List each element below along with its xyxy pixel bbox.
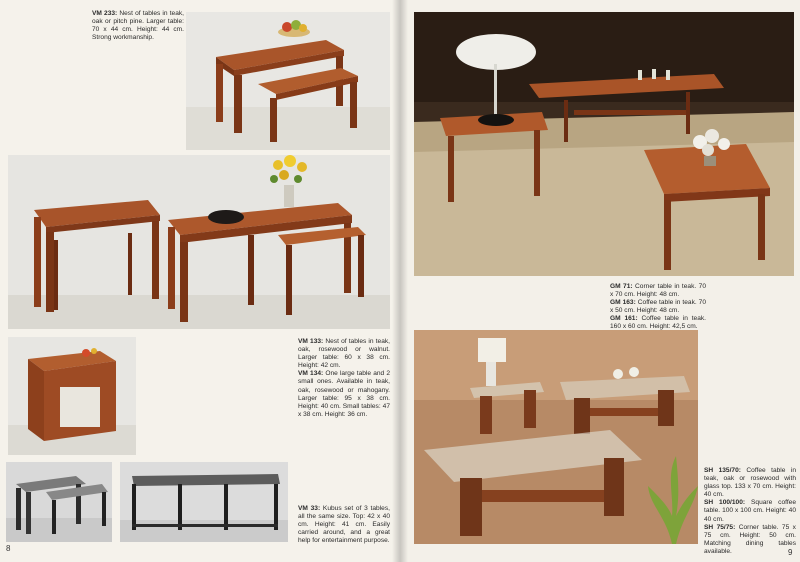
caption-text: Square coffee table. 100 x 100 cm. Height: 40 40 cm. (704, 499, 796, 523)
caption-text: Coffee table in teak. 160 x 60 cm. Height: 42,5 cm. (610, 315, 706, 331)
caption-text: Kubus set of 3 tables, all the same size. Top: 42 x 40 cm. Height: 41 cm. Easily carried around, and a great help for entertainment purpose. (298, 505, 390, 545)
caption-vm33 (298, 505, 390, 545)
caption-code: VM 133: (298, 338, 324, 345)
caption-text: Coffee table in teak, oak or rosewood with glass top. 133 x 70 cm. Height: 40 cm. (704, 467, 796, 499)
page-number-left: 8 (6, 544, 11, 553)
caption-vm233 (92, 10, 184, 42)
page-number-right: 9 (788, 548, 793, 557)
caption-vm133-vm134 (298, 338, 390, 419)
caption-code: GM 161: (610, 315, 638, 323)
caption-code: SH 100/100: (704, 499, 746, 507)
caption-code: GM 71: (610, 283, 633, 290)
caption-code: SH 75/75: (704, 523, 736, 531)
caption-text: Nest of tables in teak, oak, rosewood or walnut. Larger table: 60 x 38 cm. Height: 42 cm. (298, 338, 390, 370)
caption-code: VM 233: (92, 10, 118, 17)
caption-code: VM 134: (298, 370, 324, 378)
photo-gm-teak-coffee-tables (414, 12, 794, 276)
caption-text: Coffee table in teak. 70 x 50 cm. Height: 48 cm. (610, 299, 706, 315)
caption-code: SH 135/70: (704, 467, 741, 474)
caption-text: Nest of tables in teak, oak or pitch pine. Larger table: 70 x 44 cm. Height: 44 cm. Strong workmanship. (92, 10, 184, 42)
caption-sh (704, 467, 796, 556)
photo-vm133-vm134-tables (8, 155, 390, 329)
caption-code: VM 33: (298, 505, 321, 512)
caption-code: GM 163: (610, 299, 636, 307)
caption-gm (610, 283, 706, 332)
book-gutter (392, 0, 408, 562)
photo-plant (646, 446, 698, 544)
photo-vm233-nest-of-tables (186, 12, 390, 150)
photo-vm33-kubus-cube (8, 337, 136, 455)
caption-text: Corner table in teak. 70 x 70 cm. Height: 48 cm. (610, 283, 706, 299)
photo-vm33-set-bw-1 (6, 462, 112, 542)
caption-text: One large table and 2 small ones. Available in teak, oak, rosewood or mahogany. Larger table: 95 x 38 cm. Height: 40 cm. Small tables: 47 x 38 cm. Height: 36 cm. (298, 370, 391, 418)
right-page (400, 0, 800, 562)
caption-text: Corner table. 75 x 75 cm. Height: 50 cm. Matching dining tables available. (704, 523, 796, 555)
photo-vm33-set-bw-2 (120, 462, 288, 542)
